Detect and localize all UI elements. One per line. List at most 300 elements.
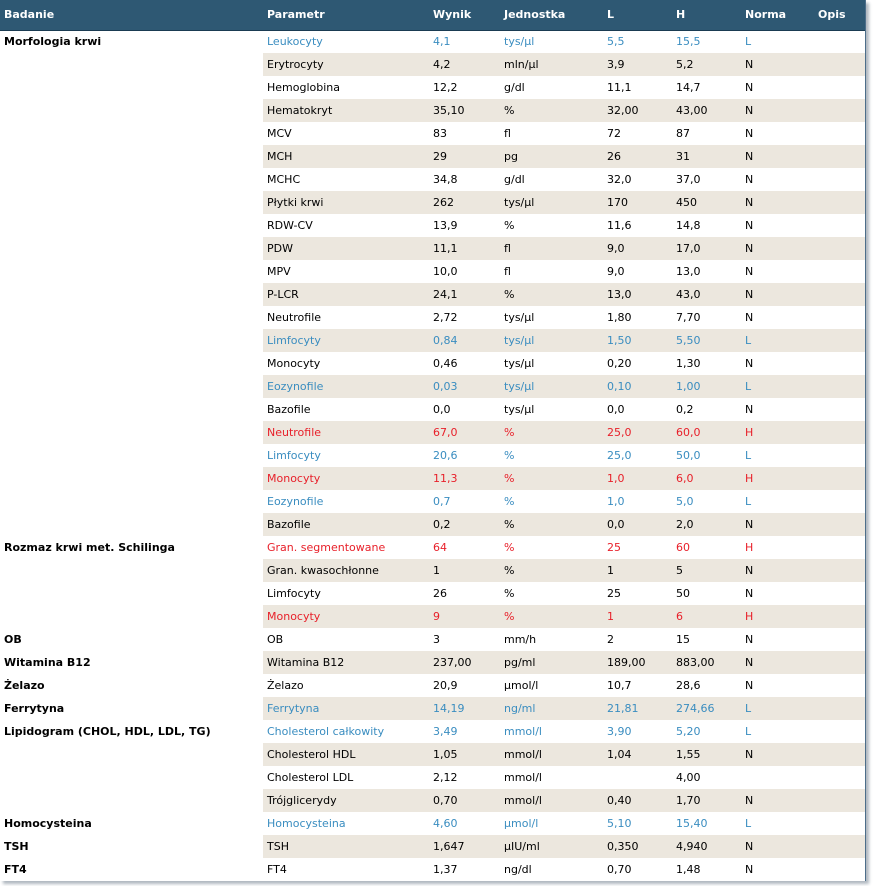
cell-parametr: Cholesterol całkowity [263,720,429,743]
cell-l: 1,04 [603,743,672,766]
cell-parametr: Bazofile [263,398,429,421]
cell-badanie [0,398,263,421]
cell-wynik: 20,9 [429,674,500,697]
cell-opis [814,260,865,283]
cell-opis [814,99,865,122]
cell-norma: N [741,168,814,191]
table-row [0,628,865,651]
cell-h: 15,40 [672,812,741,835]
cell-l: 1,80 [603,306,672,329]
cell-wynik: 3,49 [429,720,500,743]
cell-parametr: Witamina B12 [263,651,429,674]
cell-l: 32,0 [603,168,672,191]
cell-h: 4,940 [672,835,741,858]
cell-l: 11,6 [603,214,672,237]
cell-norma: L [741,720,814,743]
cell-parametr: Hemoglobina [263,76,429,99]
cell-badanie: Witamina B12 [0,651,263,674]
cell-wynik: 4,2 [429,53,500,76]
cell-opis [814,605,865,628]
cell-l: 2 [603,628,672,651]
cell-parametr: Hematokryt [263,99,429,122]
cell-opis [814,375,865,398]
table-row [0,168,865,191]
cell-wynik: 12,2 [429,76,500,99]
cell-parametr: TSH [263,835,429,858]
cell-parametr: Cholesterol LDL [263,766,429,789]
cell-wynik: 0,7 [429,490,500,513]
table-row [0,766,865,789]
cell-h: 5,2 [672,53,741,76]
table-row [0,467,865,490]
header-opis[interactable]: Opis [814,0,865,30]
cell-norma: L [741,697,814,720]
cell-jednostka: ng/dl [500,858,603,881]
cell-opis [814,720,865,743]
table-row [0,835,865,858]
cell-norma: L [741,329,814,352]
cell-wynik: 262 [429,191,500,214]
cell-badanie: OB [0,628,263,651]
cell-opis [814,835,865,858]
table-row [0,812,865,835]
cell-h: 2,0 [672,513,741,536]
cell-opis [814,559,865,582]
cell-wynik: 26 [429,582,500,605]
cell-norma: N [741,858,814,881]
cell-norma: N [741,214,814,237]
cell-h: 1,48 [672,858,741,881]
cell-norma: N [741,513,814,536]
cell-badanie: Homocysteina [0,812,263,835]
table-row [0,306,865,329]
table-row [0,145,865,168]
cell-opis [814,536,865,559]
cell-l: 1,0 [603,490,672,513]
cell-parametr: Eozynofile [263,490,429,513]
cell-parametr: MCHC [263,168,429,191]
table-row [0,352,865,375]
cell-wynik: 9 [429,605,500,628]
cell-wynik: 13,9 [429,214,500,237]
cell-h: 31 [672,145,741,168]
cell-jednostka: tys/µl [500,191,603,214]
table-row [0,76,865,99]
cell-badanie [0,168,263,191]
cell-norma: N [741,122,814,145]
cell-h: 43,0 [672,283,741,306]
cell-parametr: Limfocyty [263,582,429,605]
cell-norma: H [741,467,814,490]
cell-wynik: 2,12 [429,766,500,789]
cell-wynik: 3 [429,628,500,651]
cell-wynik: 0,70 [429,789,500,812]
table-row [0,375,865,398]
table-row [0,536,865,559]
cell-badanie: Rozmaz krwi met. Schilinga [0,536,263,559]
table-row [0,421,865,444]
cell-opis [814,145,865,168]
cell-jednostka: ng/ml [500,697,603,720]
cell-h: 50,0 [672,444,741,467]
cell-jednostka: % [500,536,603,559]
table-row [0,214,865,237]
table-row [0,651,865,674]
cell-jednostka: tys/µl [500,30,603,53]
cell-badanie [0,605,263,628]
cell-parametr: Neutrofile [263,421,429,444]
cell-jednostka: % [500,513,603,536]
cell-l: 13,0 [603,283,672,306]
table-row [0,122,865,145]
cell-norma: N [741,835,814,858]
table-row [0,191,865,214]
cell-norma: N [741,145,814,168]
cell-wynik: 20,6 [429,444,500,467]
cell-jednostka: µmol/l [500,674,603,697]
cell-badanie: Lipidogram (CHOL, HDL, LDL, TG) [0,720,263,743]
cell-norma: H [741,421,814,444]
cell-norma: N [741,628,814,651]
cell-l: 0,0 [603,398,672,421]
cell-jednostka: mmol/l [500,720,603,743]
cell-wynik: 11,1 [429,237,500,260]
table-row [0,582,865,605]
cell-badanie [0,122,263,145]
cell-wynik: 67,0 [429,421,500,444]
cell-jednostka: % [500,214,603,237]
cell-norma: N [741,99,814,122]
cell-badanie [0,99,263,122]
cell-jednostka: % [500,444,603,467]
cell-wynik: 14,19 [429,697,500,720]
header-norma[interactable]: Norma [741,0,814,30]
cell-h: 15,5 [672,30,741,53]
cell-parametr: Cholesterol HDL [263,743,429,766]
cell-badanie [0,789,263,812]
cell-badanie: FT4 [0,858,263,881]
cell-badanie [0,214,263,237]
cell-badanie [0,53,263,76]
cell-opis [814,168,865,191]
cell-l: 25 [603,536,672,559]
cell-opis [814,789,865,812]
header-row [0,0,865,30]
cell-h: 4,00 [672,766,741,789]
cell-badanie [0,766,263,789]
cell-norma: N [741,582,814,605]
table-body [0,30,865,881]
cell-h: 13,0 [672,260,741,283]
cell-l: 5,5 [603,30,672,53]
cell-wynik: 64 [429,536,500,559]
cell-l: 25,0 [603,421,672,444]
cell-opis [814,651,865,674]
cell-badanie: Ferrytyna [0,697,263,720]
cell-badanie [0,559,263,582]
table-row [0,697,865,720]
cell-opis [814,812,865,835]
cell-wynik: 35,10 [429,99,500,122]
cell-opis [814,582,865,605]
cell-opis [814,214,865,237]
cell-l: 32,00 [603,99,672,122]
cell-jednostka: mln/µl [500,53,603,76]
cell-h: 6,0 [672,467,741,490]
header-h[interactable]: H [672,0,741,30]
cell-l: 0,70 [603,858,672,881]
cell-h: 883,00 [672,651,741,674]
cell-badanie [0,375,263,398]
cell-h: 5,20 [672,720,741,743]
cell-jednostka: g/dl [500,76,603,99]
cell-parametr: Płytki krwi [263,191,429,214]
cell-wynik: 237,00 [429,651,500,674]
cell-parametr: MCH [263,145,429,168]
cell-norma: N [741,559,814,582]
cell-wynik: 1 [429,559,500,582]
cell-l: 3,9 [603,53,672,76]
cell-jednostka: tys/µl [500,398,603,421]
table-row [0,720,865,743]
cell-opis [814,352,865,375]
cell-badanie [0,513,263,536]
cell-jednostka: mm/h [500,628,603,651]
cell-norma: N [741,306,814,329]
table-row [0,283,865,306]
cell-parametr: Ferrytyna [263,697,429,720]
cell-parametr: Monocyty [263,352,429,375]
cell-opis [814,30,865,53]
table-row [0,99,865,122]
cell-h: 15 [672,628,741,651]
cell-h: 1,55 [672,743,741,766]
cell-parametr: Trójglicerydy [263,789,429,812]
cell-norma: N [741,260,814,283]
cell-opis [814,674,865,697]
table-row [0,444,865,467]
header-l[interactable]: L [603,0,672,30]
cell-parametr: Eozynofile [263,375,429,398]
cell-badanie [0,743,263,766]
cell-badanie [0,444,263,467]
cell-jednostka: tys/µl [500,329,603,352]
table-row [0,53,865,76]
cell-badanie: Morfologia krwi [0,30,263,53]
cell-opis [814,628,865,651]
cell-opis [814,858,865,881]
table-row [0,490,865,513]
cell-norma: N [741,76,814,99]
cell-jednostka: % [500,559,603,582]
cell-opis [814,697,865,720]
cell-h: 5,50 [672,329,741,352]
cell-parametr: Żelazo [263,674,429,697]
cell-parametr: Monocyty [263,467,429,490]
cell-wynik: 0,84 [429,329,500,352]
cell-l: 21,81 [603,697,672,720]
cell-opis [814,53,865,76]
cell-parametr: Limfocyty [263,444,429,467]
cell-h: 60,0 [672,421,741,444]
cell-norma: L [741,375,814,398]
cell-l: 1,0 [603,467,672,490]
cell-norma: L [741,444,814,467]
cell-opis [814,743,865,766]
cell-badanie: TSH [0,835,263,858]
header-wynik[interactable]: Wynik [429,0,500,30]
cell-parametr: OB [263,628,429,651]
cell-wynik: 29 [429,145,500,168]
cell-h: 28,6 [672,674,741,697]
cell-h: 1,00 [672,375,741,398]
cell-parametr: Leukocyty [263,30,429,53]
cell-parametr: Erytrocyty [263,53,429,76]
cell-h: 17,0 [672,237,741,260]
cell-badanie [0,260,263,283]
cell-badanie [0,329,263,352]
cell-parametr: Monocyty [263,605,429,628]
cell-l: 170 [603,191,672,214]
cell-jednostka: % [500,605,603,628]
cell-parametr: Gran. kwasochłonne [263,559,429,582]
cell-wynik: 0,0 [429,398,500,421]
cell-parametr: MCV [263,122,429,145]
cell-l: 189,00 [603,651,672,674]
cell-opis [814,421,865,444]
header-parametr[interactable]: Parametr [263,0,429,30]
cell-h: 450 [672,191,741,214]
cell-badanie [0,76,263,99]
cell-parametr: Limfocyty [263,329,429,352]
cell-jednostka: fl [500,260,603,283]
cell-l [603,766,672,789]
cell-parametr: PDW [263,237,429,260]
cell-jednostka: fl [500,122,603,145]
cell-wynik: 10,0 [429,260,500,283]
cell-parametr: FT4 [263,858,429,881]
cell-h: 37,0 [672,168,741,191]
cell-wynik: 1,37 [429,858,500,881]
cell-opis [814,283,865,306]
cell-opis [814,237,865,260]
header-badanie[interactable]: Badanie [0,0,263,30]
table-row [0,858,865,881]
cell-parametr: Bazofile [263,513,429,536]
cell-jednostka: % [500,421,603,444]
cell-jednostka: % [500,490,603,513]
cell-h: 43,00 [672,99,741,122]
cell-wynik: 2,72 [429,306,500,329]
table-header [0,0,865,30]
cell-h: 274,66 [672,697,741,720]
cell-h: 14,8 [672,214,741,237]
cell-l: 0,0 [603,513,672,536]
header-jednostka[interactable]: Jednostka [500,0,603,30]
cell-h: 7,70 [672,306,741,329]
cell-opis [814,513,865,536]
cell-parametr: Gran. segmentowane [263,536,429,559]
cell-h: 0,2 [672,398,741,421]
cell-parametr: MPV [263,260,429,283]
cell-jednostka: mmol/l [500,766,603,789]
cell-parametr: Homocysteina [263,812,429,835]
table-row [0,260,865,283]
cell-opis [814,191,865,214]
cell-wynik: 34,8 [429,168,500,191]
cell-norma: N [741,237,814,260]
cell-norma: N [741,352,814,375]
cell-l: 1 [603,605,672,628]
cell-jednostka: fl [500,237,603,260]
cell-jednostka: µmol/l [500,812,603,835]
cell-opis [814,306,865,329]
cell-jednostka: pg/ml [500,651,603,674]
cell-norma: H [741,605,814,628]
cell-h: 60 [672,536,741,559]
cell-l: 1,50 [603,329,672,352]
cell-wynik: 1,05 [429,743,500,766]
cell-wynik: 4,1 [429,30,500,53]
cell-badanie [0,352,263,375]
cell-norma: H [741,536,814,559]
cell-l: 3,90 [603,720,672,743]
cell-jednostka: mmol/l [500,789,603,812]
cell-opis [814,329,865,352]
cell-wynik: 0,03 [429,375,500,398]
cell-badanie [0,582,263,605]
cell-l: 0,40 [603,789,672,812]
cell-l: 5,10 [603,812,672,835]
cell-norma: N [741,191,814,214]
cell-wynik: 1,647 [429,835,500,858]
cell-h: 1,70 [672,789,741,812]
cell-norma: N [741,53,814,76]
cell-l: 25 [603,582,672,605]
cell-norma: N [741,743,814,766]
table-row [0,674,865,697]
cell-badanie [0,490,263,513]
cell-l: 9,0 [603,260,672,283]
cell-norma: N [741,398,814,421]
cell-h: 14,7 [672,76,741,99]
cell-opis [814,398,865,421]
cell-badanie [0,191,263,214]
cell-h: 5 [672,559,741,582]
table-row [0,30,865,53]
cell-badanie [0,421,263,444]
cell-l: 11,1 [603,76,672,99]
table-row [0,559,865,582]
cell-l: 25,0 [603,444,672,467]
cell-l: 0,20 [603,352,672,375]
cell-l: 0,10 [603,375,672,398]
table-row [0,237,865,260]
cell-badanie [0,237,263,260]
cell-norma: N [741,651,814,674]
cell-jednostka: % [500,283,603,306]
cell-norma: L [741,812,814,835]
cell-wynik: 11,3 [429,467,500,490]
cell-parametr: Neutrofile [263,306,429,329]
cell-parametr: P-LCR [263,283,429,306]
cell-wynik: 83 [429,122,500,145]
cell-l: 72 [603,122,672,145]
cell-h: 50 [672,582,741,605]
cell-opis [814,490,865,513]
cell-l: 26 [603,145,672,168]
cell-h: 5,0 [672,490,741,513]
